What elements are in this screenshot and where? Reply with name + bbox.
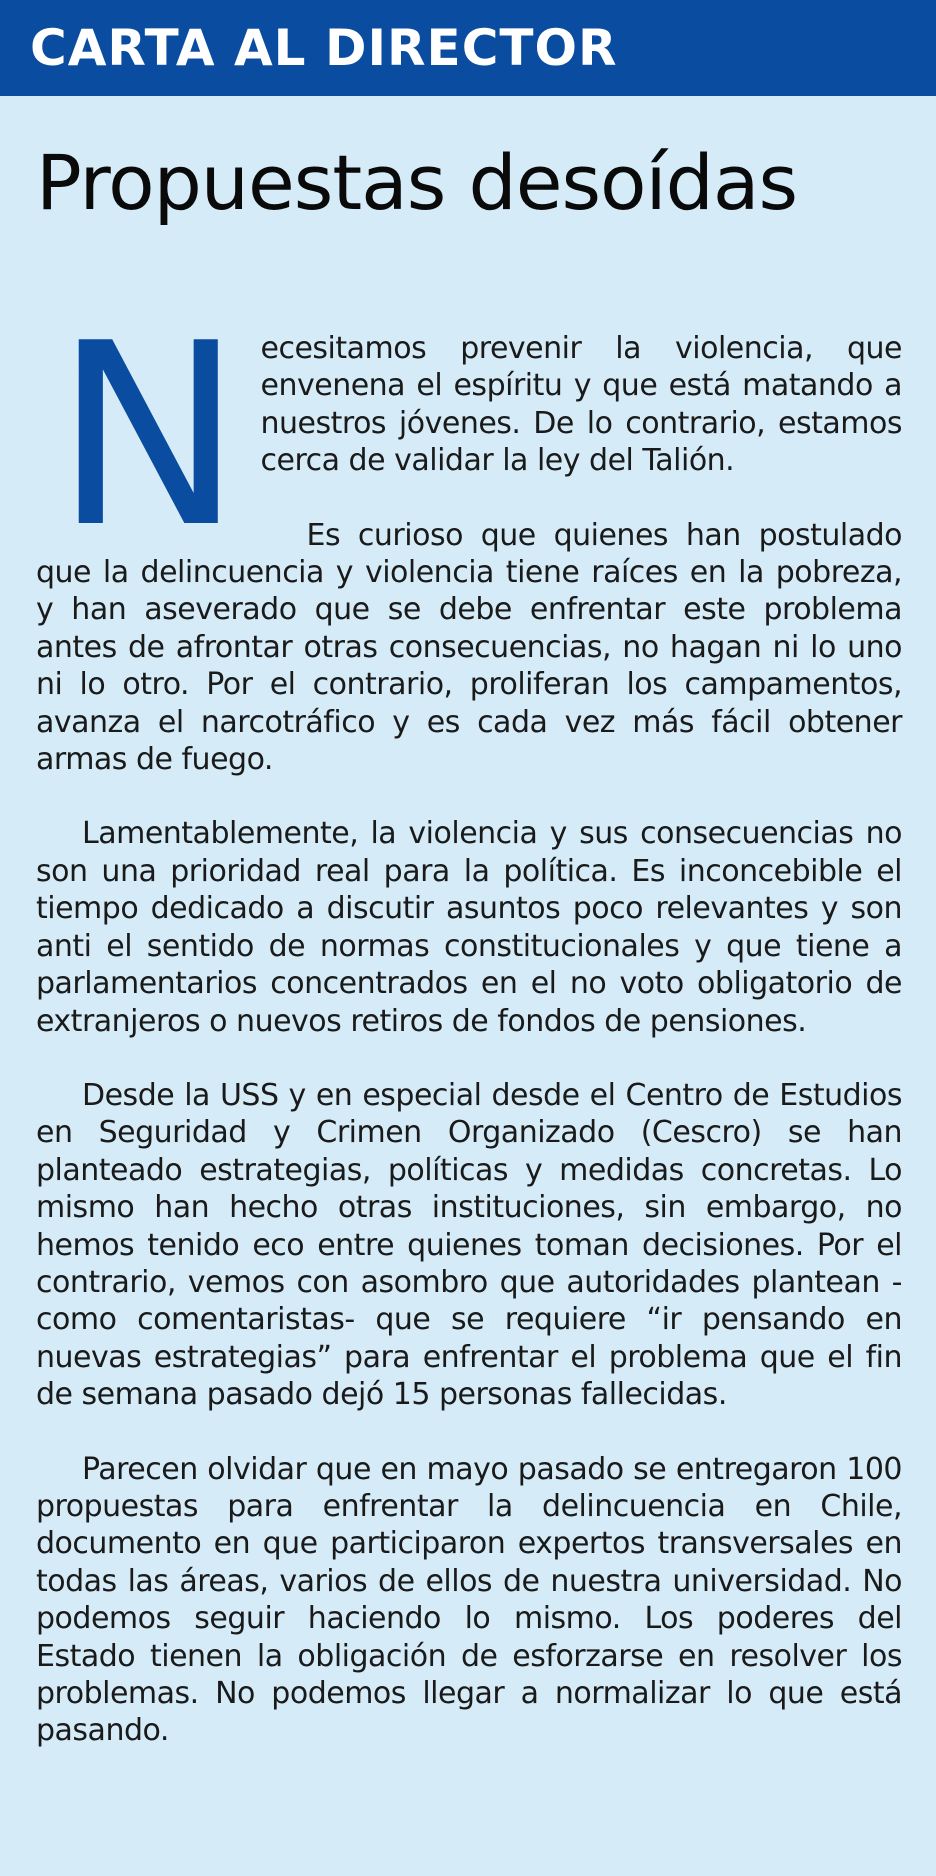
paragraph-1 [36,330,902,531]
paragraph-3: Lamentablemente, la violencia y sus consecuencias no son una prioridad real para la política. Es inconcebible el tiempo dedicado a discutir asuntos poco relevantes y son anti el sentido de normas constitucionales y que tiene a parlamentarios concentrados en el no voto obligatorio de extranjeros o nuevos retiros de fondos de pensiones. [36,816,902,1039]
section-label: CARTA AL DIRECTOR [30,19,618,77]
article-title: Propuestas desoídas [36,138,798,227]
paragraph-4: Desde la USS y en especial desde el Centro de Estudios en Seguridad y Crimen Organizado (Cescro) se han planteado estrategias, políticas y medidas concretas. Lo mismo han hecho otras instituciones, sin embargo, no hemos tenido eco entre quienes toman decisiones. Por el contrario, vemos con asombro que autoridades plantean -como comentaristas- que se requiere “ir pensando en nuevas estrategias” para enfrentar el problema que el fin de semana pasado dejó 15 personas fallecidas. [36,1077,902,1413]
paragraph-2: Es curioso que quienes han postulado que la delincuencia y violencia tiene raíces en la pobreza, y han aseverado que se debe enfrentar este problema antes de afrontar otras consecuencias, no hagan ni lo uno ni lo otro. Por el contrario, proliferan los campamentos, avanza el narcotráfico y es cada vez más fácil obtener armas de fuego. [36,517,902,778]
section-header-band [0,0,936,96]
drop-cap: N [54,335,237,531]
paragraph-1-text: ecesitamos prevenir la violencia, que envenena el espíritu y que está matando a nuestros jóvenes. De lo contrario, estamos cerca de validar la ley del Talión. [260,331,902,479]
paragraph-5: Parecen olvidar que en mayo pasado se entregaron 100 propuestas para enfrentar la delincuencia en Chile, documento en que participaron expertos transversales en todas las áreas, varios de ellos de nuestra universidad. No podemos seguir haciendo lo mismo. Los poderes del Estado tienen la obligación de esforzarse en resolver los problemas. No podemos llegar a normalizar lo que está pasando. [36,1451,902,1749]
article-body [36,330,902,1787]
